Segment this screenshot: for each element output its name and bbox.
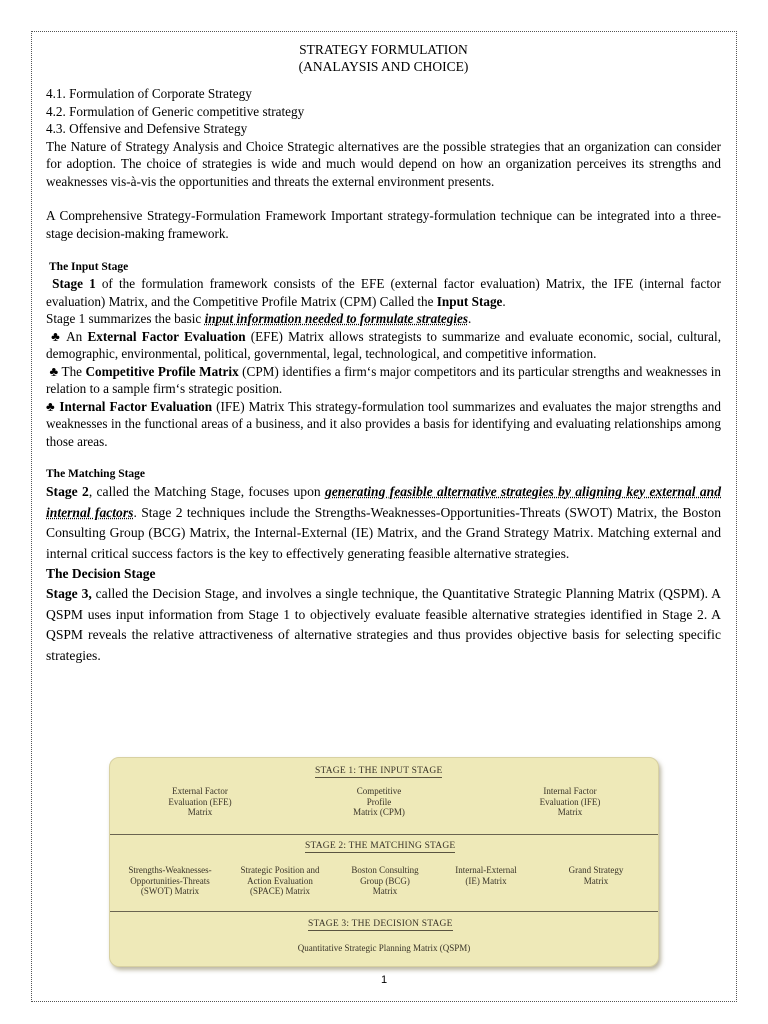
bcg-matrix-cell: Boston Consulting Group (BCG) Matrix xyxy=(351,865,419,896)
decision-stage-paragraph: Stage 3, called the Decision Stage, and involves a single technique, the Quantitative Strategic Planning Matrix (QSPM). A QSPM uses input information from Stage 1 to objectively evaluate feasible alternative strategies identified in Stage 2. A QSPM reveals the relative attractiveness of alternative strategies and thus provides objective basis for selecting specific strategies. xyxy=(46,586,722,663)
qspm-cell: Quantitative Strategic Planning Matrix (QSPM) xyxy=(297,943,471,953)
club-bullet-icon: ♣ xyxy=(49,363,59,379)
ie-matrix-cell: Internal-External (IE) Matrix xyxy=(455,865,517,886)
cpm-bullet: ♣ The Competitive Profile Matrix (CPM) identifies a firm‘s major competitors and its particular strengths and weaknesses in relation to a sample firm‘s strategic position. xyxy=(46,363,722,396)
ife-matrix-cell: Internal Factor Evaluation (IFE) Matrix xyxy=(539,786,601,817)
three-stage-framework-diagram xyxy=(102,752,664,974)
swot-matrix-cell: Strengths-Weaknesses- Opportunities-Threats (SWOT) Matrix xyxy=(128,865,212,896)
document-body xyxy=(46,41,721,666)
stage1-label: Stage 1 xyxy=(52,276,96,291)
matching-emphasis: generating feasible alternative strategies by aligning key external and internal factors xyxy=(46,484,721,520)
space-matrix-cell: Strategic Position and Action Evaluation (SPACE) Matrix xyxy=(240,865,320,896)
toc-item: 4.2. Formulation of Generic competitive strategy xyxy=(46,103,305,119)
input-stage-label: Input Stage xyxy=(436,293,503,309)
title-line-2: (ANALAYSIS AND CHOICE) xyxy=(298,59,469,74)
framework-paragraph: A Comprehensive Strategy-Formulation Framework Important strategy-formulation technique can be integrated into a three-stage decision-making framework. xyxy=(46,208,721,241)
stage2-title: STAGE 2: THE MATCHING STAGE xyxy=(305,841,456,851)
matching-stage-paragraph: Stage 2, called the Matching Stage, focuses upon generating feasible alternative strategies by aligning key external and internal factors. Stage 2 techniques include the Strengths-Weaknesses-Opportunities-Threats (SWOT) Matrix, the Boston Consulting Group (BCG) Matrix, the Internal-External (IE) Matrix, and the Grand Strategy Matrix. Matching external and internal critical success factors is the key to effectively generating feasible alternative strategies. xyxy=(46,484,721,561)
diagram-card xyxy=(109,757,659,967)
input-stage-heading: The Input Stage xyxy=(49,261,129,273)
title-line-1: STRATEGY FORMULATION xyxy=(299,42,468,57)
stage2-label: Stage 2 xyxy=(46,484,89,499)
matching-stage-heading: The Matching Stage xyxy=(46,468,146,480)
cpm-matrix-cell: Competitive Profile Matrix (CPM) xyxy=(353,786,405,817)
stage3-title: STAGE 3: THE DECISION STAGE xyxy=(308,919,453,929)
decision-stage-heading: The Decision Stage xyxy=(46,566,156,581)
toc-list xyxy=(46,85,721,138)
stage1-title: STAGE 1: THE INPUT STAGE xyxy=(315,766,443,776)
ife-bullet: ♣ Internal Factor Evaluation (IFE) Matrix This strategy-formulation tool summarizes and evaluates the major strengths and weaknesses in the functional areas of a business, and it also provides a basis for identifying and evaluating relationships among those areas. xyxy=(46,398,721,449)
club-bullet-icon: ♣ xyxy=(51,328,62,344)
input-information-emphasis: input information needed to formulate strategies xyxy=(204,311,468,326)
document-title xyxy=(46,41,721,75)
stage3-label: Stage 3, xyxy=(46,586,92,601)
input-stage-paragraph: Stage 1 of the formulation framework consists of the EFE (external factor evaluation) Matrix, the IFE (internal factor evaluation) Matrix, and the Competitive Profile Matrix (CPM) Called the Input Stage. xyxy=(46,276,721,309)
stage-divider xyxy=(110,834,658,835)
efe-bullet: ♣ An External Factor Evaluation (EFE) Matrix allows strategists to summarize and evaluate economic, social, cultural, demographic, environmental, political, governmental, legal, technological, and competitive information. xyxy=(46,328,721,361)
stage1-summary: Stage 1 summarizes the basic input information needed to formulate strategies. xyxy=(46,311,472,326)
intro-paragraph: The Nature of Strategy Analysis and Choice Strategic alternatives are the possible strategies that an organization can consider for adoption. The choice of strategies is wide and much would depend on how an organization perceives its strengths and weaknesses vis-à-vis the opportunities and threats the external environment presents. xyxy=(46,138,721,189)
grand-strategy-matrix-cell: Grand Strategy Matrix xyxy=(568,865,624,886)
toc-item: 4.3. Offensive and Defensive Strategy xyxy=(46,121,248,136)
club-bullet-icon: ♣ xyxy=(46,398,56,414)
stage-divider xyxy=(110,911,658,912)
page-number: 1 xyxy=(380,974,388,986)
toc-item: 4.1. Formulation of Corporate Strategy xyxy=(46,86,252,101)
efe-matrix-cell: External Factor Evaluation (EFE) Matrix xyxy=(168,786,232,817)
